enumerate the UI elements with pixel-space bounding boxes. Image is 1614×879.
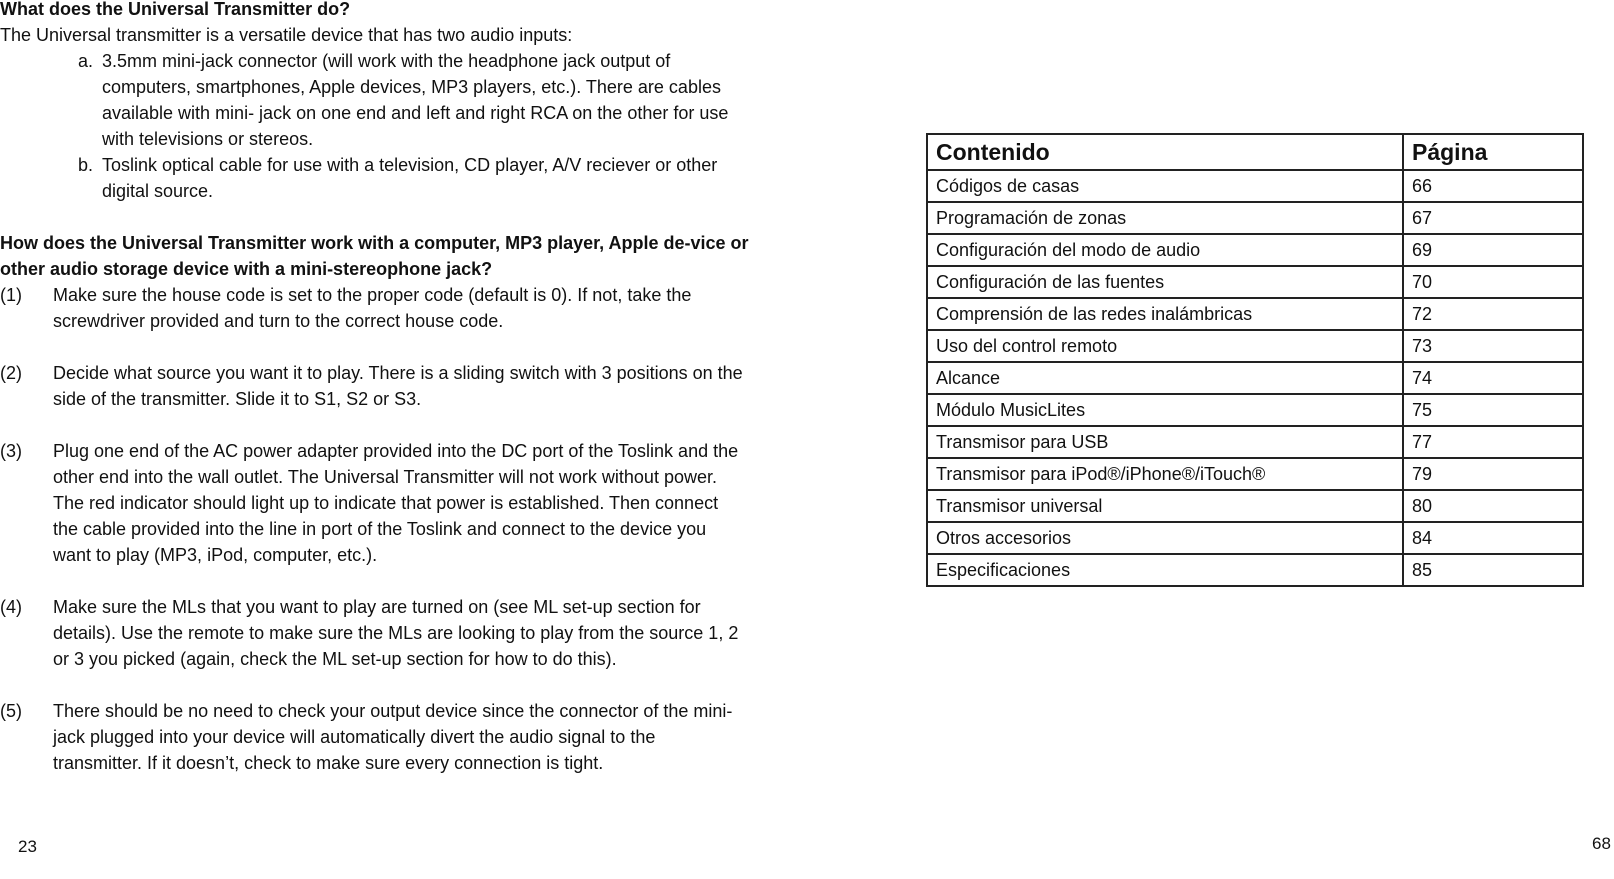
toc-row <box>927 522 1583 554</box>
step-item <box>0 594 760 672</box>
toc-row-content: Configuración del modo de audio <box>927 234 1403 266</box>
step-label: (2) <box>0 363 22 383</box>
toc-row-content: Uso del control remoto <box>927 330 1403 362</box>
q2-heading: How does the Universal Transmitter work with a computer, MP3 player, Apple de-vice or other audio storage device with a mini-stereophone jack? <box>0 233 749 279</box>
toc-row <box>927 362 1583 394</box>
step-label: (4) <box>0 597 22 617</box>
toc-row-content: Configuración de las fuentes <box>927 266 1403 298</box>
toc-header-content: Contenido <box>927 134 1403 170</box>
toc-row-content: Comprensión de las redes inalámbricas <box>927 298 1403 330</box>
step-label: (1) <box>0 285 22 305</box>
toc-row <box>927 298 1583 330</box>
toc-row <box>927 490 1583 522</box>
step-text: Make sure the MLs that you want to play are turned on (see ML set-up section for details). Use the remote to make sure the MLs are looking to play from the source 1, 2 or 3 you picked (again, check the ML set-up section for how to do this). <box>53 597 739 669</box>
step-text: Plug one end of the AC power adapter provided into the DC port of the Toslink and the other end into the wall outlet. The Universal Transmitter will not work without power. The red indicator should light up to indicate that power is established. Then connect the cable provided into the line in port of the Toslink and connect to the device you want to play (MP3, iPod, computer, etc.). <box>53 441 739 565</box>
step-item <box>0 360 760 412</box>
step-item <box>0 438 760 568</box>
toc-row-content: Transmisor para iPod®/iPhone®/iTouch® <box>927 458 1403 490</box>
toc-row-page: 77 <box>1403 426 1583 458</box>
toc-row-page: 72 <box>1403 298 1583 330</box>
q1-item-text: 3.5mm mini-jack connector (will work with the headphone jack output of computers, smartphones, Apple devices, MP3 players, etc.). There are cables available with mini- jack on one end and left and right RCA on the other for use with televisions or stereos. <box>102 51 729 149</box>
toc-row-page: 84 <box>1403 522 1583 554</box>
q1-item-label: b. <box>78 155 94 175</box>
toc-table <box>926 133 1584 587</box>
toc-row <box>927 170 1583 202</box>
q1-item-text: Toslink optical cable for use with a television, CD player, A/V reciever or other digital source. <box>102 155 718 201</box>
toc-row-page: 70 <box>1403 266 1583 298</box>
toc-row-page: 85 <box>1403 554 1583 586</box>
toc-row-page: 66 <box>1403 170 1583 202</box>
toc-row-content: Alcance <box>927 362 1403 394</box>
toc-row <box>927 554 1583 586</box>
step-item <box>0 282 760 334</box>
toc-row <box>927 234 1583 266</box>
toc-row-content: Otros accesorios <box>927 522 1403 554</box>
right-page-number: 68 <box>1592 834 1611 853</box>
toc-row-page: 69 <box>1403 234 1583 266</box>
toc-row-page: 67 <box>1403 202 1583 234</box>
toc-row-content: Códigos de casas <box>927 170 1403 202</box>
left-page <box>0 0 760 776</box>
toc-row <box>927 426 1583 458</box>
q1-intro: The Universal transmitter is a versatile device that has two audio inputs: <box>0 25 573 45</box>
toc-row-page: 75 <box>1403 394 1583 426</box>
q1-heading: What does the Universal Transmitter do? <box>0 0 351 19</box>
step-label: (5) <box>0 701 22 721</box>
toc-header-page: Página <box>1403 134 1583 170</box>
q1-item <box>78 48 760 152</box>
toc-row <box>927 266 1583 298</box>
left-page-number: 23 <box>18 837 37 856</box>
q1-item <box>78 152 760 204</box>
toc-row-page: 74 <box>1403 362 1583 394</box>
toc-row-content: Módulo MusicLites <box>927 394 1403 426</box>
toc-row-content: Transmisor para USB <box>927 426 1403 458</box>
toc-row <box>927 330 1583 362</box>
step-text: Make sure the house code is set to the proper code (default is 0). If not, take the screwdriver provided and turn to the correct house code. <box>53 285 692 331</box>
toc-header-row <box>927 134 1583 170</box>
toc-row-page: 80 <box>1403 490 1583 522</box>
toc-row-content: Transmisor universal <box>927 490 1403 522</box>
q1-item-label: a. <box>78 51 94 71</box>
toc-row-page: 79 <box>1403 458 1583 490</box>
toc-row <box>927 458 1583 490</box>
step-text: Decide what source you want it to play. There is a sliding switch with 3 positions on the side of the transmitter. Slide it to S1, S2 or S3. <box>53 363 743 409</box>
toc-row-content: Especificaciones <box>927 554 1403 586</box>
toc-row-content: Programación de zonas <box>927 202 1403 234</box>
toc-row <box>927 202 1583 234</box>
toc-row-page: 73 <box>1403 330 1583 362</box>
step-item <box>0 698 760 776</box>
step-label: (3) <box>0 441 22 461</box>
step-text: There should be no need to check your output device since the connector of the mini-jack plugged into your device will automatically divert the audio signal to the transmitter. If it doesn’t, check to make sure every connection is tight. <box>53 701 733 773</box>
toc-row <box>927 394 1583 426</box>
